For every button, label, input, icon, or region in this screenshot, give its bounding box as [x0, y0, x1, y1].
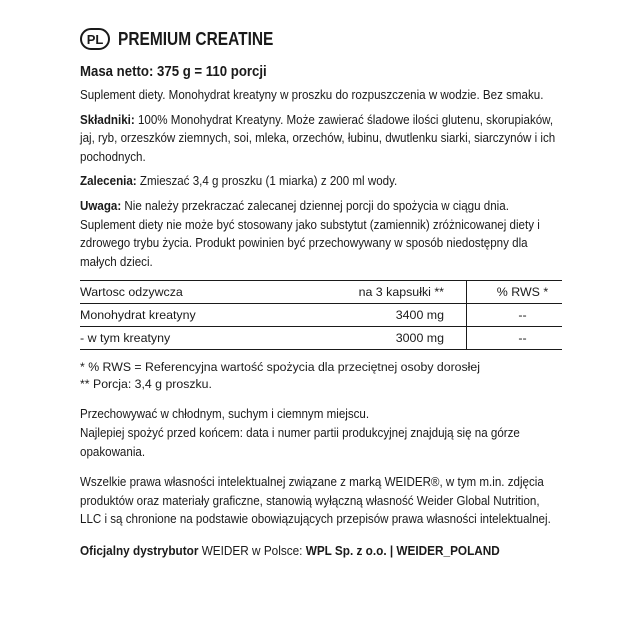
distributor-company: WPL Sp. z o.o. | WEIDER_POLAND	[305, 542, 500, 558]
table-cell: 3000 mg	[298, 327, 467, 350]
ingredients-text: 100% Monohydrat Kreatyny. Może zawierać śladowe ilości glutenu, skorupiaków, jaj, ryb, orzeszków ziemnych, soi, mleka, orzechów, łubinu, dwutlenku siarki, siarczynów i ich pochodnych.	[80, 112, 556, 164]
table-cell: Monohydrat kreatyny	[80, 304, 298, 327]
storage-line: Najlepiej spożyć przed końcem: data i numer partii produkcyjnej znajdują się na górze opakowania.	[80, 425, 520, 459]
warning	[80, 197, 562, 271]
recommendation-text: Zmieszać 3,4 g proszku (1 miarka) z 200 ml wody.	[136, 174, 398, 189]
table-row	[80, 327, 562, 350]
table-row	[80, 304, 562, 327]
ingredients	[80, 111, 562, 167]
table-header-row	[80, 281, 562, 304]
product-title: PREMIUM CREATINE	[118, 28, 274, 49]
language-badge: PL	[80, 28, 110, 50]
distributor-label: Oficjalny dystrybutor	[80, 542, 199, 558]
table-header: % RWS *	[467, 281, 563, 304]
table-cell: 3400 mg	[298, 304, 467, 327]
table-header: na 3 kapsułki **	[298, 281, 467, 304]
recommendation	[80, 172, 562, 191]
recommendation-label: Zalecenia:	[80, 174, 137, 189]
distributor-text: WEIDER w Polsce:	[198, 542, 306, 558]
table-cell: --	[467, 304, 563, 327]
table-cell: - w tym kreatyny	[80, 327, 298, 350]
net-weight: Masa netto: 375 g = 110 porcji	[80, 63, 267, 80]
footnotes	[80, 359, 562, 393]
ingredients-label: Składniki:	[80, 112, 135, 127]
warning-label: Uwaga:	[80, 198, 122, 213]
nutrition-table	[80, 280, 562, 350]
storage-line: Przechowywać w chłodnym, suchym i ciemnym miejscu.	[80, 407, 370, 422]
title-row	[80, 22, 562, 56]
storage-info	[80, 405, 562, 461]
footnote: ** Porcja: 3,4 g proszku.	[80, 377, 212, 392]
description: Suplement diety. Monohydrat kreatyny w proszku do rozpuszczenia w wodzie. Bez smaku.	[80, 88, 544, 102]
table-header: Wartosc odzywcza	[80, 281, 298, 304]
table-cell: --	[467, 327, 563, 350]
warning-text: Nie należy przekraczać zalecanej dziennej porcji do spożycia w ciągu dnia. Suplement diety nie może być stosowany jako substytut (zamiennik) zróżnicowanej diety i zdrowego trybu życia. Produkt powinien być przechowywany w sposób niedostępny dla małych dzieci.	[80, 198, 540, 269]
rights-notice: Wszelkie prawa własności intelektualnej związane z marką WEIDER®, w tym m.in. zdjęcia produktów oraz materiały graficzne, stanowią wyłączną własność Weider Global Nutrition, LLC i są chronione na podstawie obowiązujących przepisów prawa własności intelektualnej.	[80, 475, 551, 527]
distributor	[80, 543, 523, 558]
footnote: * % RWS = Referencyjna wartość spożycia dla przeciętnej osoby dorosłej	[80, 360, 480, 375]
